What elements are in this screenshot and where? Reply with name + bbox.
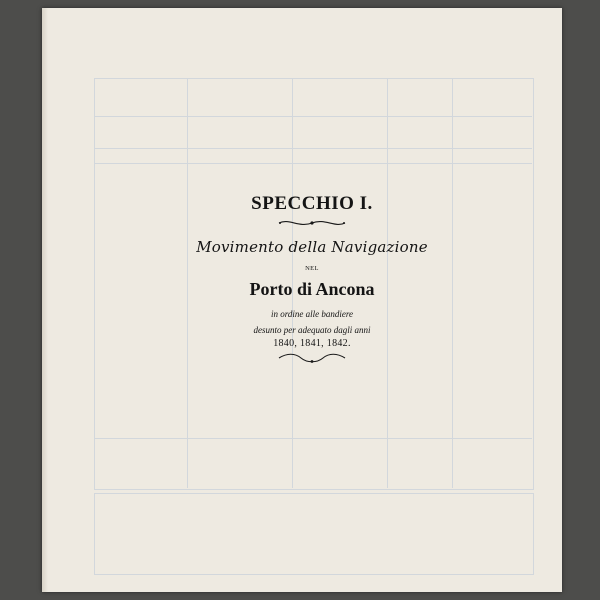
bleed-through-rule — [94, 163, 532, 164]
connector-word: NEL — [305, 265, 319, 272]
bleed-through-table-frame — [94, 493, 534, 575]
period-line: desunto per adequato dagli anni — [253, 325, 371, 335]
document-title: SPECCHIO I. — [251, 193, 373, 214]
title-block — [162, 193, 462, 364]
bleed-through-rule — [94, 148, 532, 149]
page-gutter-shadow — [42, 8, 48, 592]
document-subtitle: Movimento della Navigazione — [196, 238, 428, 256]
years-line: 1840, 1841, 1842. — [273, 338, 351, 349]
flourish-ornament — [277, 352, 347, 364]
place-name: Porto di Ancona — [249, 279, 375, 299]
book-page — [42, 8, 562, 592]
bleed-through-rule — [94, 116, 532, 117]
flourish-ornament — [277, 218, 347, 228]
bleed-through-rule — [94, 438, 532, 439]
order-line: in ordine alle bandiere — [270, 309, 354, 319]
